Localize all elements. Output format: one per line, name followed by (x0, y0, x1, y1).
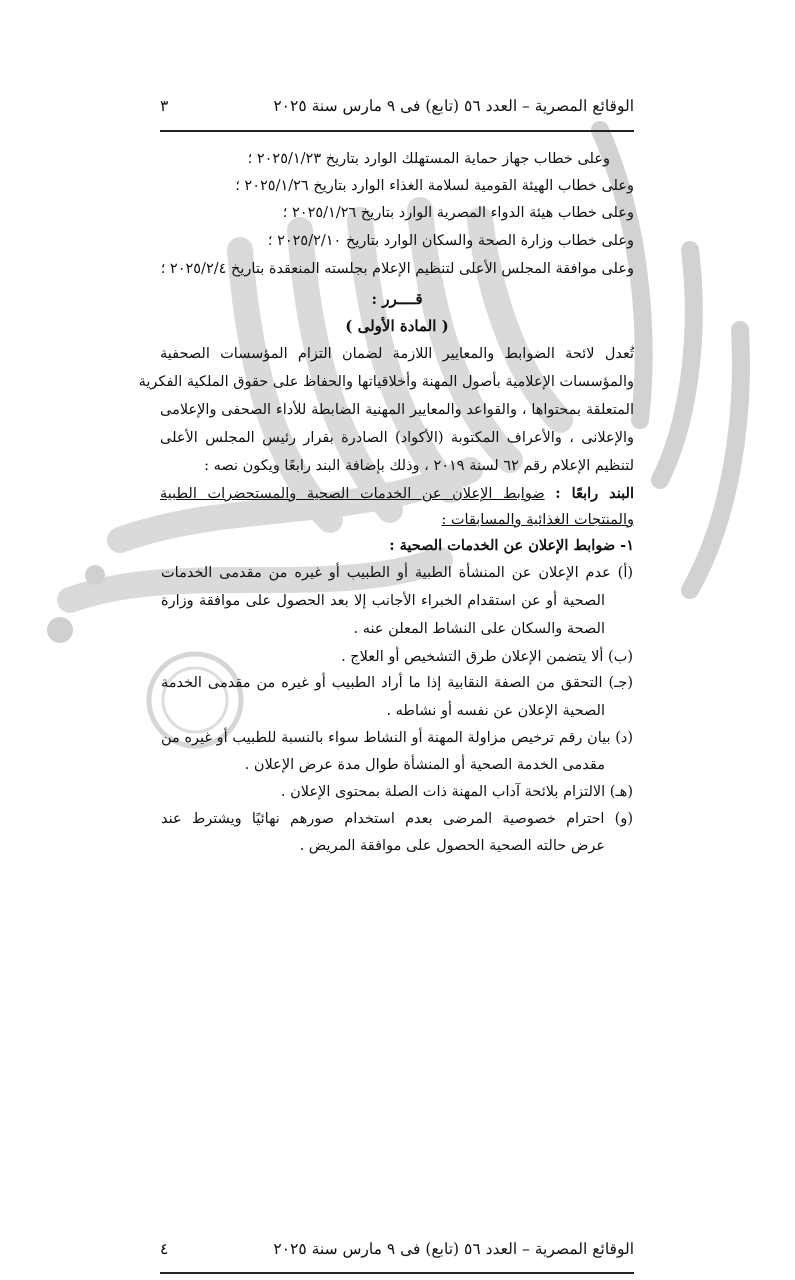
item-marker: (جـ) (608, 675, 634, 691)
list-item-line: الصحية أو عن استقدام الخبراء الأجانب إلا بعد الحصول على موافقة وزارة (161, 593, 605, 609)
page-header (160, 97, 634, 127)
clause-four-text: ضوابط الإعلان عن الخدمات الصحية والمستحضرات الطبية (160, 486, 545, 502)
list-item-line: عرض حالته الصحية الحصول على موافقة المريض . (299, 838, 605, 854)
list-item-line: مقدمى الخدمة الصحية أو المنشأة طوال مدة عرض الإعلان . (244, 757, 605, 773)
item-text: التحقق من الصفة النقابية إذا ما أراد الطبيب أو غيره من مقدمى الخدمة (161, 675, 603, 691)
item-text: الالتزام بلائحة آداب المهنة ذات الصلة بمحتوى الإعلان . (280, 784, 606, 800)
header-title: الوقائع المصرية – العدد ٥٦ (تابع) فى ٩ مارس سنة ٢٠٢٥ (273, 97, 634, 115)
paragraph-line: المتعلقة بمحتواها ، والقواعد والمعايير المهنية الضابطة للأداء الصحفى والإعلامى (160, 402, 634, 418)
header-rule (160, 130, 634, 132)
section-title: ١- ضوابط الإعلان عن الخدمات الصحية : (389, 537, 634, 554)
list-item-line (161, 670, 633, 696)
item-text: بيان رقم ترخيص مزاولة المهنة أو النشاط سواء بالنسبة للطبيب أو غيره من (161, 730, 611, 746)
recital-line: وعلى خطاب جهاز حماية المستهلك الوارد بتاريخ ٢٠٢٥/١/٢٣ ؛ (247, 151, 610, 167)
list-item-line (281, 779, 633, 805)
recital-line: وعلى موافقة المجلس الأعلى لتنظيم الإعلام بجلسته المنعقدة بتاريخ ٢٠٢٥/٢/٤ ؛ (160, 261, 634, 277)
item-text: عدم الإعلان عن المنشأة الطبية أو الطبيب أو غيره من مقدمى الخدمات (161, 565, 611, 581)
clause-four-label: البند رابعًا : (555, 485, 634, 502)
clause-four-line (160, 481, 634, 507)
footer-rule (160, 1272, 634, 1274)
paragraph-line: والمؤسسات الإعلامية بأصول المهنة وأخلاقياتها والحفاظ على حقوق الملكية الفكرية (138, 374, 634, 390)
article-heading: ( المادة الأولى ) (345, 317, 449, 335)
list-item-line (161, 725, 633, 751)
list-item-line: الصحة والسكان على النشاط المعلن عنه . (353, 621, 605, 637)
decision-heading: قــــرر : (371, 290, 423, 308)
paragraph-line: تُعدل لائحة الضوابط والمعايير اللازمة لضمان التزام المؤسسات الصحفية (160, 346, 634, 362)
item-marker: (أ) (617, 565, 633, 581)
recital-line: وعلى خطاب وزارة الصحة والسكان الوارد بتاريخ ٢٠٢٥/٢/١٠ ؛ (267, 233, 634, 249)
paragraph-line: لتنظيم الإعلام رقم ٦٢ لسنة ٢٠١٩ ، وذلك بإضافة البند رابعًا ويكون نصه : (204, 458, 634, 474)
item-marker: (و) (614, 811, 633, 827)
recital-line: وعلى خطاب هيئة الدواء المصرية الوارد بتاريخ ٢٠٢٥/١/٢٦ ؛ (282, 205, 634, 221)
footer-title: الوقائع المصرية – العدد ٥٦ (تابع) فى ٩ مارس سنة ٢٠٢٥ (273, 1240, 634, 1258)
item-marker: (ب) (608, 649, 633, 665)
list-item-line (161, 560, 633, 586)
item-marker: (هـ) (609, 784, 633, 800)
footer-page-number: ٤ (160, 1240, 169, 1258)
page-number: ٣ (160, 97, 169, 115)
paragraph-line: والإعلانى ، والأعراف المكتوبة (الأكواد) الصادرة بقرار رئيس المجلس الأعلى (160, 430, 634, 446)
item-marker: (د) (615, 730, 634, 746)
list-item-line: الصحية الإعلان عن نفسه أو نشاطه . (386, 703, 605, 719)
list-item-line (161, 806, 633, 832)
item-text: ألا يتضمن الإعلان طرق التشخيص أو العلاج . (341, 649, 604, 665)
recital-line: وعلى خطاب الهيئة القومية لسلامة الغذاء الوارد بتاريخ ٢٠٢٥/١/٢٦ ؛ (235, 178, 634, 194)
page-footer-header (160, 1240, 634, 1270)
item-text: احترام خصوصية المرضى بعدم استخدام صورهم نهائيًا ويشترط عند (161, 811, 605, 827)
list-item-line (341, 644, 633, 670)
clause-four-line2: والمنتجات الغذائية والمسابقات : (441, 512, 634, 528)
